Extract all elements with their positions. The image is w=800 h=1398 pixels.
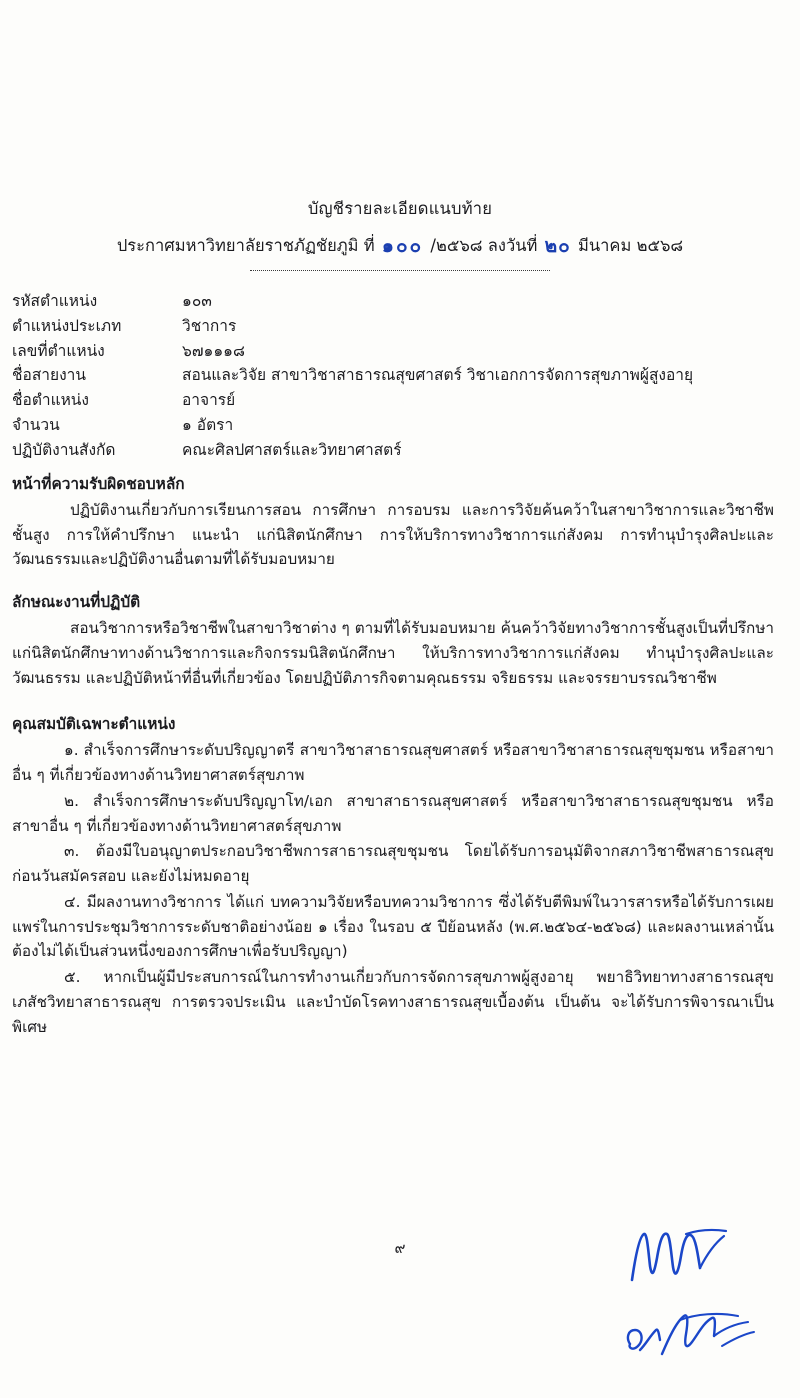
qualification-item: ๔. มีผลงานทางวิชาการ ได้แก่ บทความวิจัยหรือบทความวิชาการ ซึ่งได้รับตีพิมพ์ในวารสารหรือได้รับการเผยแพร่ในการประชุมวิชาการระดับชาติอย่างน้อย ๑ เรื่อง ในรอบ ๕ ปีย้อนหลัง (พ.ศ.๒๕๖๔-๒๕๖๘) และผลงานเหล่านั้น ต้องไม่ได้เป็นส่วนหนึ่งของการศึกษาเพื่อรับปริญญา): [12, 892, 774, 961]
qualification-item: ๕. หากเป็นผู้มีประสบการณ์ในการทำงานเกี่ยวกับการจัดการสุขภาพผู้สูงอายุ พยาธิวิทยาทางสาธารณสุข เภสัชวิทยาสาธารณสุข การตรวจประเมิน และบำบัดโรคทางสาธารณสุขเบื้องต้น เป็นต้น จะได้รับการพิจารณาเป็นพิเศษ: [12, 968, 774, 1036]
section-heading-duties: หน้าที่ความรับผิดชอบหลัก: [12, 474, 185, 493]
qualification-item: ๒. สำเร็จการศึกษาระดับปริญญาโท/เอก สาขาสาธารณสุขศาสตร์ หรือสาขาวิชาสาธารณสุขชุมชน หรือสาขาอื่น ๆ ที่เกี่ยวข้องทางด้านวิทยาศาสตร์สุขภาพ: [12, 791, 774, 835]
section-heading-qualifications: คุณสมบัติเฉพาะตำแหน่ง: [12, 715, 176, 734]
field-label: ชื่อตำแหน่ง: [12, 391, 89, 410]
announcement-prefix: ประกาศมหาวิทยาลัยราชภัฏชัยภูมิ ที่: [116, 235, 375, 255]
field-label: ชื่อสายงาน: [12, 366, 86, 385]
field-value: ๑๐๓: [182, 292, 212, 310]
announcement-number-handwritten: ๑๐๐: [381, 234, 424, 257]
date-month-year: มีนาคม ๒๕๖๘: [578, 235, 684, 255]
field-value: อาจารย์: [182, 391, 236, 410]
document-body: [0, 472, 800, 1040]
field-value: วิชาการ: [182, 316, 237, 335]
announcement-year: /๒๕๖๘: [430, 235, 483, 255]
field-row: [12, 293, 778, 309]
field-value: คณะศิลปศาสตร์และวิทยาศาสตร์: [182, 440, 402, 459]
qualification-item: ๓. ต้องมีใบอนุญาตประกอบวิชาชีพการสาธารณสุขชุมชน โดยได้รับการอนุมัติจากสภาวิชาชีพสาธารณสุขก่อนวันสมัครสอบ และยังไม่หมดอายุ: [12, 842, 774, 886]
divider-dotted: [250, 270, 550, 271]
signature-mark-secondary: [622, 1300, 762, 1380]
section-paragraph-duties: ปฏิบัติงานเกี่ยวกับการเรียนการสอน การศึกษา การอบรม และการวิจัยค้นคว้าในสาขาวิชาการและวิชาชีพชั้นสูง การให้คำปรึกษา แนะนำ แก่นิสิตนักศึกษา การให้บริการทางวิชาการแก่สังคม การทำนุบำรุงศิลปะและวัฒนธรรมและปฏิบัติงานอื่นตามที่ได้รับมอบหมาย: [12, 500, 774, 569]
field-label: จำนวน: [12, 415, 60, 434]
section-heading-work-character: ลักษณะงานที่ปฏิบัติ: [12, 593, 141, 612]
field-label: เลขที่ตำแหน่ง: [12, 341, 105, 360]
field-row: [12, 318, 778, 334]
position-detail-fields: [0, 293, 800, 458]
field-row: [12, 442, 778, 458]
field-row: [12, 392, 778, 408]
field-label: ตำแหน่งประเภท: [12, 316, 122, 335]
field-label: ปฏิบัติงานสังกัด: [12, 440, 116, 459]
page-title: บัญชีรายละเอียดแนบท้าย: [307, 199, 493, 218]
field-label: รหัสตำแหน่ง: [12, 292, 98, 310]
announcement-line: [0, 231, 800, 260]
field-value: สอนและวิจัย สาขาวิชาสาธารณสุขศาสตร์ วิชาเอกการจัดการสุขภาพผู้สูงอายุ: [182, 366, 694, 385]
field-row: [12, 343, 778, 359]
section-paragraph-work-character: สอนวิชาการหรือวิชาชีพในสาขาวิชาต่าง ๆ ตามที่ได้รับมอบหมาย ค้นคว้าวิจัยทางวิชาการชั้นสูงเป็นที่ปรึกษาแก่นิสิตนักศึกษาทางด้านวิชาการและกิจกรรมนิสิตนักศึกษา ให้บริการทางวิชาการแก่สังคม ทำนุบำรุงศิลปะและวัฒนธรรม และปฏิบัติหน้าที่อื่นที่เกี่ยวข้อง โดยปฏิบัติภารกิจตามคุณธรรม จริยธรรม และจรรยาบรรณวิชาชีพ: [12, 619, 774, 687]
document-header: [0, 196, 800, 271]
field-value: ๑ อัตรา: [182, 415, 234, 434]
page-number: ๙: [394, 1239, 406, 1257]
field-row: [12, 367, 778, 383]
field-row: [12, 417, 778, 433]
date-label: ลงวันที่: [487, 235, 538, 255]
field-value: ๖๗๑๑๑๘: [182, 341, 245, 360]
date-day-handwritten: ๒๐: [544, 234, 571, 257]
qualification-item: ๑. สำเร็จการศึกษาระดับปริญญาตรี สาขาวิชาสาธารณสุขศาสตร์ หรือสาขาวิชาสาธารณสุขชุมชน หรือสาขาอื่น ๆ ที่เกี่ยวข้องทางด้านวิทยาศาสตร์สุขภาพ: [12, 741, 774, 785]
